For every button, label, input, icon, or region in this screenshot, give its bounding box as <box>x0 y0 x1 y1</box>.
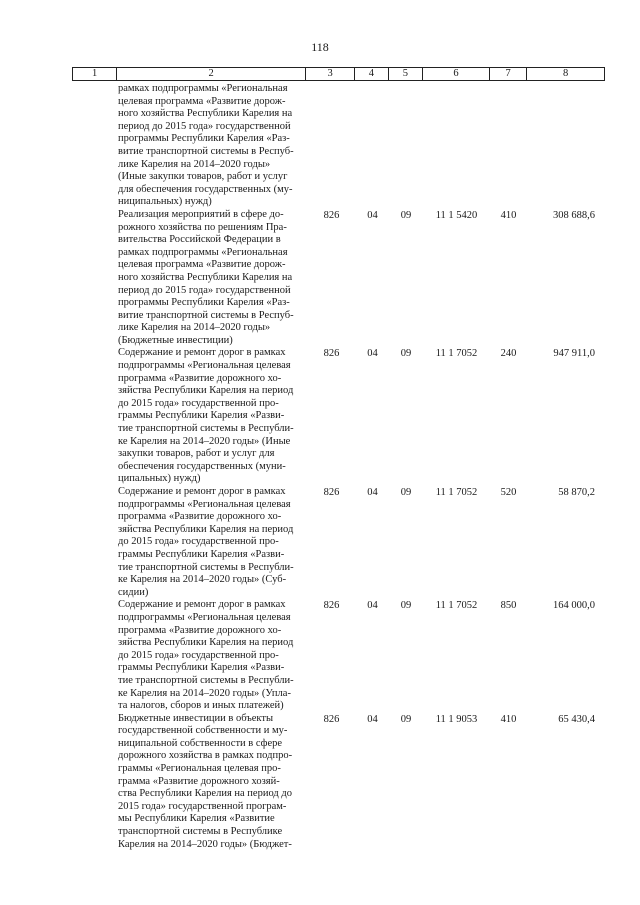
table-row <box>72 713 605 852</box>
column-header-5: 5 <box>389 68 423 80</box>
cell-amount: 164 000,0 <box>553 600 595 612</box>
cell-col3: 826 <box>323 209 340 221</box>
cell-col4: 04 <box>367 600 378 612</box>
table-body <box>72 83 605 851</box>
cell-description: Содержание и ремонт дорог в рамках подпрограммы «Региональная целевая программа «Развитие дорожного хо- зяйства Республики Карелия на период до 2015 года» государственной про- граммы Республики Карелия «Разви- тие транспортной системы в Республи- ке Карелия на 2014–2020 годы» (Упла- та налогов, сборов и иных платежей) <box>118 599 294 712</box>
cell-col6: 11 1 7052 <box>435 348 478 360</box>
cell-description: Реализация мероприятий в сфере до- рожного хозяйства по решениям Пра- вительства Российской Федерации в рамках подпрограммы «Региональная целевая программа «Развитие дорож- ного хозяйства Республики Карелия на период до 2015 года» государственной программы Республики Карелия «Раз- витие транспортной системы в Респуб- лике Карелия на 2014–2020 годы» (Бюджетные инвестиции) <box>118 208 294 346</box>
column-header-4: 4 <box>355 68 388 80</box>
cell-col7 <box>490 83 527 209</box>
cell-col4: 04 <box>367 348 378 360</box>
column-header-6: 6 <box>423 68 490 80</box>
cell-col1 <box>72 83 116 209</box>
cell-col6 <box>423 83 490 209</box>
table-row <box>72 209 605 348</box>
cell-col5: 09 <box>400 209 412 221</box>
cell-description: Содержание и ремонт дорог в рамках подпрограммы «Региональная целевая программа «Развитие дорожного хо- зяйства Республики Карелия на период до 2015 года» государственной про- граммы Республики Карелия «Разви- тие транспортной системы в Республи- ке Карелия на 2014–2020 годы» (Суб- сидии) <box>118 486 294 598</box>
cell-col5 <box>389 83 423 209</box>
column-header-8: 8 <box>563 68 569 79</box>
table-row <box>72 486 605 599</box>
cell-amount: 947 911,0 <box>553 348 595 360</box>
cell-col4 <box>356 83 389 209</box>
table-header <box>72 67 605 81</box>
cell-col7: 410 <box>500 713 517 725</box>
cell-col7: 850 <box>500 600 517 612</box>
cell-description: Содержание и ремонт дорог в рамках подпрограммы «Региональная целевая программа «Развитие дорожного хо- зяйства Республики Карелия на период до 2015 года» государственной про- граммы Республики Карелия «Разви- тие транспортной системы в Республи- ке Карелия на 2014–2020 годы» (Иные закупки товаров, работ и услуг для обеспечения государственных (муни- ципальных) нужд) <box>118 347 294 485</box>
cell-col3: 826 <box>323 487 340 498</box>
cell-col3: 826 <box>323 348 340 360</box>
cell-col4: 04 <box>367 487 378 498</box>
cell-col1 <box>72 599 116 712</box>
cell-col3: 826 <box>323 600 340 612</box>
page-number: 118 <box>311 40 329 54</box>
cell-description: Бюджетные инвестиции в объекты государственной собственности и му- ниципальной собственности в сфере дорожного хозяйства в рамках подпро- граммы «Региональная целевая про- грамма «Развитие дорожного хозяй- ства Республики Карелия на период до 2015 года» государственной програм- мы Республики Карелия «Развитие транспортной системы в Республике Карелия на 2014–2020 годы» (Бюджет- <box>118 712 293 850</box>
cell-amount: 58 870,2 <box>558 487 595 498</box>
cell-col1 <box>72 713 116 852</box>
cell-col1 <box>72 486 116 599</box>
cell-col7: 520 <box>500 487 517 498</box>
cell-col1 <box>72 347 116 486</box>
cell-description: рамках подпрограммы «Региональная целевая программа «Развитие дорож- ного хозяйства Республики Карелия на период до 2015 года» государственной программы Республики Карелия «Раз- витие транспортной системы в Респуб- лике Карелия на 2014–2020 годы» (Иные закупки товаров, работ и услуг для обеспечения государственных (му- ниципальных) нужд) <box>118 83 294 208</box>
column-header-1: 1 <box>73 68 117 80</box>
cell-col5: 09 <box>400 348 412 360</box>
column-header-2: 2 <box>117 68 306 80</box>
cell-col5: 09 <box>400 600 412 612</box>
cell-amount: 308 688,6 <box>553 209 595 221</box>
table-row <box>72 599 605 712</box>
cell-col5: 09 <box>400 487 412 498</box>
cell-col3: 826 <box>323 713 340 725</box>
cell-col3 <box>307 83 356 209</box>
table-row <box>72 83 605 209</box>
cell-col4: 04 <box>367 713 378 725</box>
cell-amount: 65 430,4 <box>558 713 595 725</box>
cell-col6: 11 1 7052 <box>435 600 478 612</box>
cell-col6: 11 1 9053 <box>435 713 478 725</box>
cell-col4: 04 <box>367 209 378 221</box>
cell-col5: 09 <box>400 713 412 725</box>
column-header-3: 3 <box>306 68 355 80</box>
cell-col6: 11 1 5420 <box>435 209 478 221</box>
cell-col1 <box>72 209 116 348</box>
cell-amount <box>527 83 605 209</box>
column-header-7: 7 <box>490 68 527 80</box>
cell-col6: 11 1 7052 <box>435 487 478 498</box>
cell-col7: 410 <box>500 209 517 221</box>
table-row <box>72 347 605 486</box>
cell-col7: 240 <box>500 348 517 360</box>
